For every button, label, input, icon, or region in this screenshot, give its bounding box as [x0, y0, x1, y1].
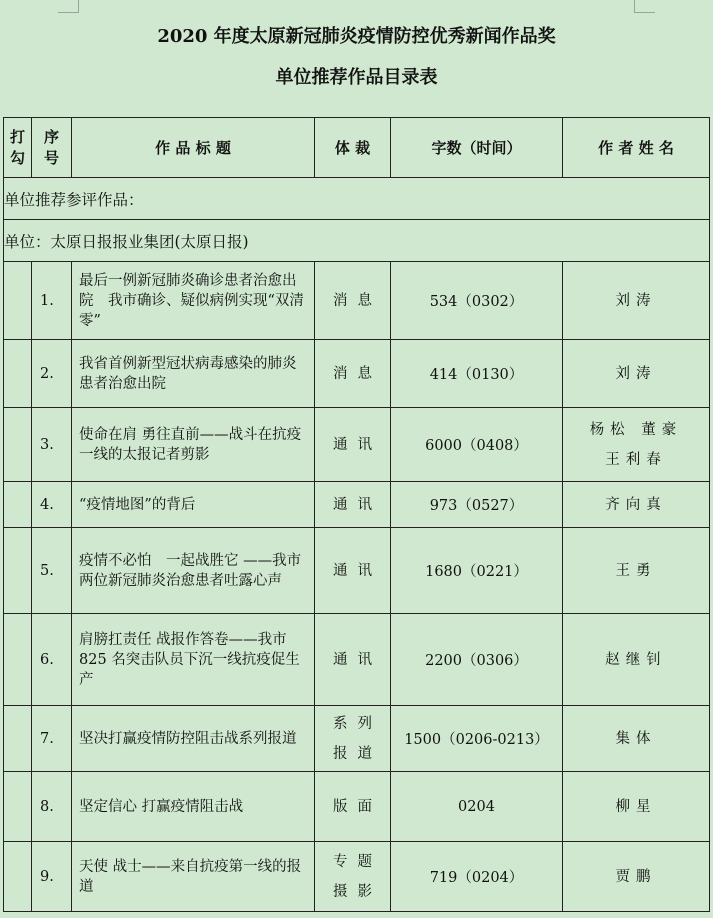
author-cell — [563, 262, 710, 340]
genre-line1: 系列 — [333, 715, 382, 732]
seq-cell: 1. — [32, 262, 72, 340]
words-cell: 2200（0306） — [391, 614, 563, 706]
crop-mark-top-left — [58, 0, 79, 13]
genre-line1: 专题 — [333, 853, 382, 870]
table-row — [4, 614, 710, 706]
genre-cell — [315, 528, 391, 614]
header-seq-line1: 序 — [43, 127, 59, 146]
author-cell — [563, 340, 710, 408]
header-title: 作 品 标 题 — [72, 118, 315, 178]
genre-line1: 通讯 — [333, 436, 382, 453]
document-title: 2020 年度太原新冠肺炎疫情防控优秀新闻作品奖 — [157, 26, 556, 47]
seq-cell: 4. — [32, 482, 72, 528]
author-cell — [563, 614, 710, 706]
check-cell[interactable] — [4, 340, 32, 408]
author-line1: 刘涛 — [615, 365, 657, 382]
table-row — [4, 842, 710, 912]
title-cell: “疫情地图”的背后 — [72, 482, 315, 528]
author-line1: 集体 — [615, 730, 657, 747]
words-cell: 6000（0408） — [391, 408, 563, 482]
genre-line1: 消息 — [333, 292, 382, 309]
genre-line1: 通讯 — [333, 651, 382, 668]
genre-cell — [315, 340, 391, 408]
seq-cell: 6. — [32, 614, 72, 706]
genre-cell — [315, 408, 391, 482]
title-cell: 我省首例新型冠状病毒感染的肺炎患者治愈出院 — [72, 340, 315, 408]
check-cell[interactable] — [4, 528, 32, 614]
seq-cell: 7. — [32, 706, 72, 772]
seq-cell: 3. — [32, 408, 72, 482]
header-seq-line2: 号 — [43, 148, 59, 167]
author-cell — [563, 482, 710, 528]
header-check-line2: 勾 — [9, 148, 25, 167]
author-line1: 杨松 董豪 — [589, 421, 683, 438]
seq-cell: 5. — [32, 528, 72, 614]
check-cell[interactable] — [4, 842, 32, 912]
header-words: 字数（时间） — [391, 118, 563, 178]
unit-row — [4, 220, 710, 262]
check-cell[interactable] — [4, 772, 32, 842]
header-genre: 体 裁 — [315, 118, 391, 178]
table-row — [4, 408, 710, 482]
words-cell: 1500（0206-0213） — [391, 706, 563, 772]
words-cell: 973（0527） — [391, 482, 563, 528]
table-body — [4, 262, 710, 912]
header-check — [4, 118, 32, 178]
author-line1: 齐向真 — [605, 496, 667, 513]
section-row — [4, 178, 710, 220]
section-label: 单位推荐参评作品： — [4, 178, 710, 220]
author-line1: 贾鹏 — [615, 868, 657, 885]
header-seq — [32, 118, 72, 178]
table-row — [4, 772, 710, 842]
seq-cell: 8. — [32, 772, 72, 842]
author-line1: 赵继钊 — [605, 651, 667, 668]
words-cell: 1680（0221） — [391, 528, 563, 614]
genre-line1: 通讯 — [333, 562, 382, 579]
document-subtitle: 单位推荐作品目录表 — [275, 67, 438, 88]
header-check-line1: 打 — [9, 127, 25, 146]
check-cell[interactable] — [4, 706, 32, 772]
check-cell[interactable] — [4, 482, 32, 528]
author-cell — [563, 842, 710, 912]
check-cell[interactable] — [4, 408, 32, 482]
genre-line1: 通讯 — [333, 496, 382, 513]
table-row — [4, 262, 710, 340]
works-catalog-table — [3, 117, 710, 912]
title-cell: 坚决打赢疫情防控阻击战系列报道 — [72, 706, 315, 772]
title-cell: 使命在肩 勇往直前——战斗在抗疫一线的太报记者剪影 — [72, 408, 315, 482]
table-header-row — [4, 118, 710, 178]
genre-cell — [315, 772, 391, 842]
title-cell: 肩膀扛责任 战报作答卷——我市 825 名突击队员下沉一线抗疫促生产 — [72, 614, 315, 706]
title-cell: 疫情不必怕 一起战胜它 ——我市两位新冠肺炎治愈患者吐露心声 — [72, 528, 315, 614]
author-cell — [563, 706, 710, 772]
genre-cell — [315, 706, 391, 772]
table-row — [4, 340, 710, 408]
table-row — [4, 528, 710, 614]
header-author: 作 者 姓 名 — [563, 118, 710, 178]
words-cell: 0204 — [391, 772, 563, 842]
seq-cell: 2. — [32, 340, 72, 408]
genre-cell — [315, 482, 391, 528]
title-cell: 天使 战士——来自抗疫第一线的报道 — [72, 842, 315, 912]
genre-line1: 版面 — [333, 798, 382, 815]
author-cell — [563, 528, 710, 614]
words-cell: 719（0204） — [391, 842, 563, 912]
genre-cell — [315, 842, 391, 912]
table-row — [4, 482, 710, 528]
genre-line2: 摄影 — [333, 883, 382, 900]
unit-label: 单位：太原日报报业集团(太原日报) — [4, 220, 710, 262]
check-cell[interactable] — [4, 614, 32, 706]
title-cell: 坚定信心 打赢疫情阻击战 — [72, 772, 315, 842]
table-row — [4, 706, 710, 772]
words-cell: 534（0302） — [391, 262, 563, 340]
genre-line1: 消息 — [333, 365, 382, 382]
genre-cell — [315, 614, 391, 706]
author-line2: 王利春 — [605, 451, 667, 468]
title-cell: 最后一例新冠肺炎确诊患者治愈出院 我市确诊、疑似病例实现“双清零” — [72, 262, 315, 340]
check-cell[interactable] — [4, 262, 32, 340]
genre-cell — [315, 262, 391, 340]
genre-line2: 报道 — [333, 745, 382, 762]
crop-mark-top-right — [634, 0, 655, 13]
words-cell: 414（0130） — [391, 340, 563, 408]
author-cell — [563, 408, 710, 482]
author-cell — [563, 772, 710, 842]
author-line1: 柳星 — [615, 798, 657, 815]
author-line1: 刘涛 — [615, 292, 657, 309]
seq-cell: 9. — [32, 842, 72, 912]
author-line1: 王勇 — [615, 562, 657, 579]
